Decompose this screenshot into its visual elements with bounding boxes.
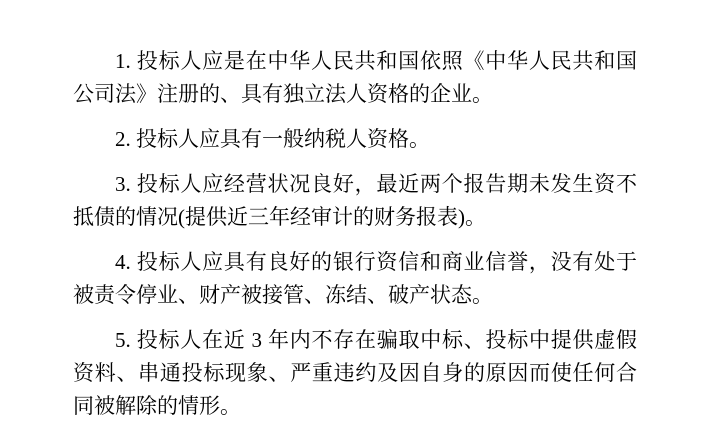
paragraph-1-bidder-registration: 1. 投标人应是在中华人民共和国依照《中华人民共和国公司法》注册的、具有独立法人资格的企业。	[73, 49, 637, 106]
paragraph-3-operating-condition: 3. 投标人应经营状况良好，最近两个报告期未发生资不抵债的情况(提供近三年经审计的财务报表)。	[73, 172, 637, 229]
paragraph-4-bank-credit: 4. 投标人应具有良好的银行资信和商业信誉，没有处于被责令停业、财产被接管、冻结、破产状态。	[73, 250, 637, 307]
paragraph-5-no-violations: 5. 投标人在近 3 年内不存在骗取中标、投标中提供虚假资料、串通投标现象、严重违约及因自身的原因而使任何合同被解除的情形。	[73, 328, 637, 418]
paragraph-2-taxpayer-qualification: 2. 投标人应具有一般纳税人资格。	[115, 127, 430, 151]
